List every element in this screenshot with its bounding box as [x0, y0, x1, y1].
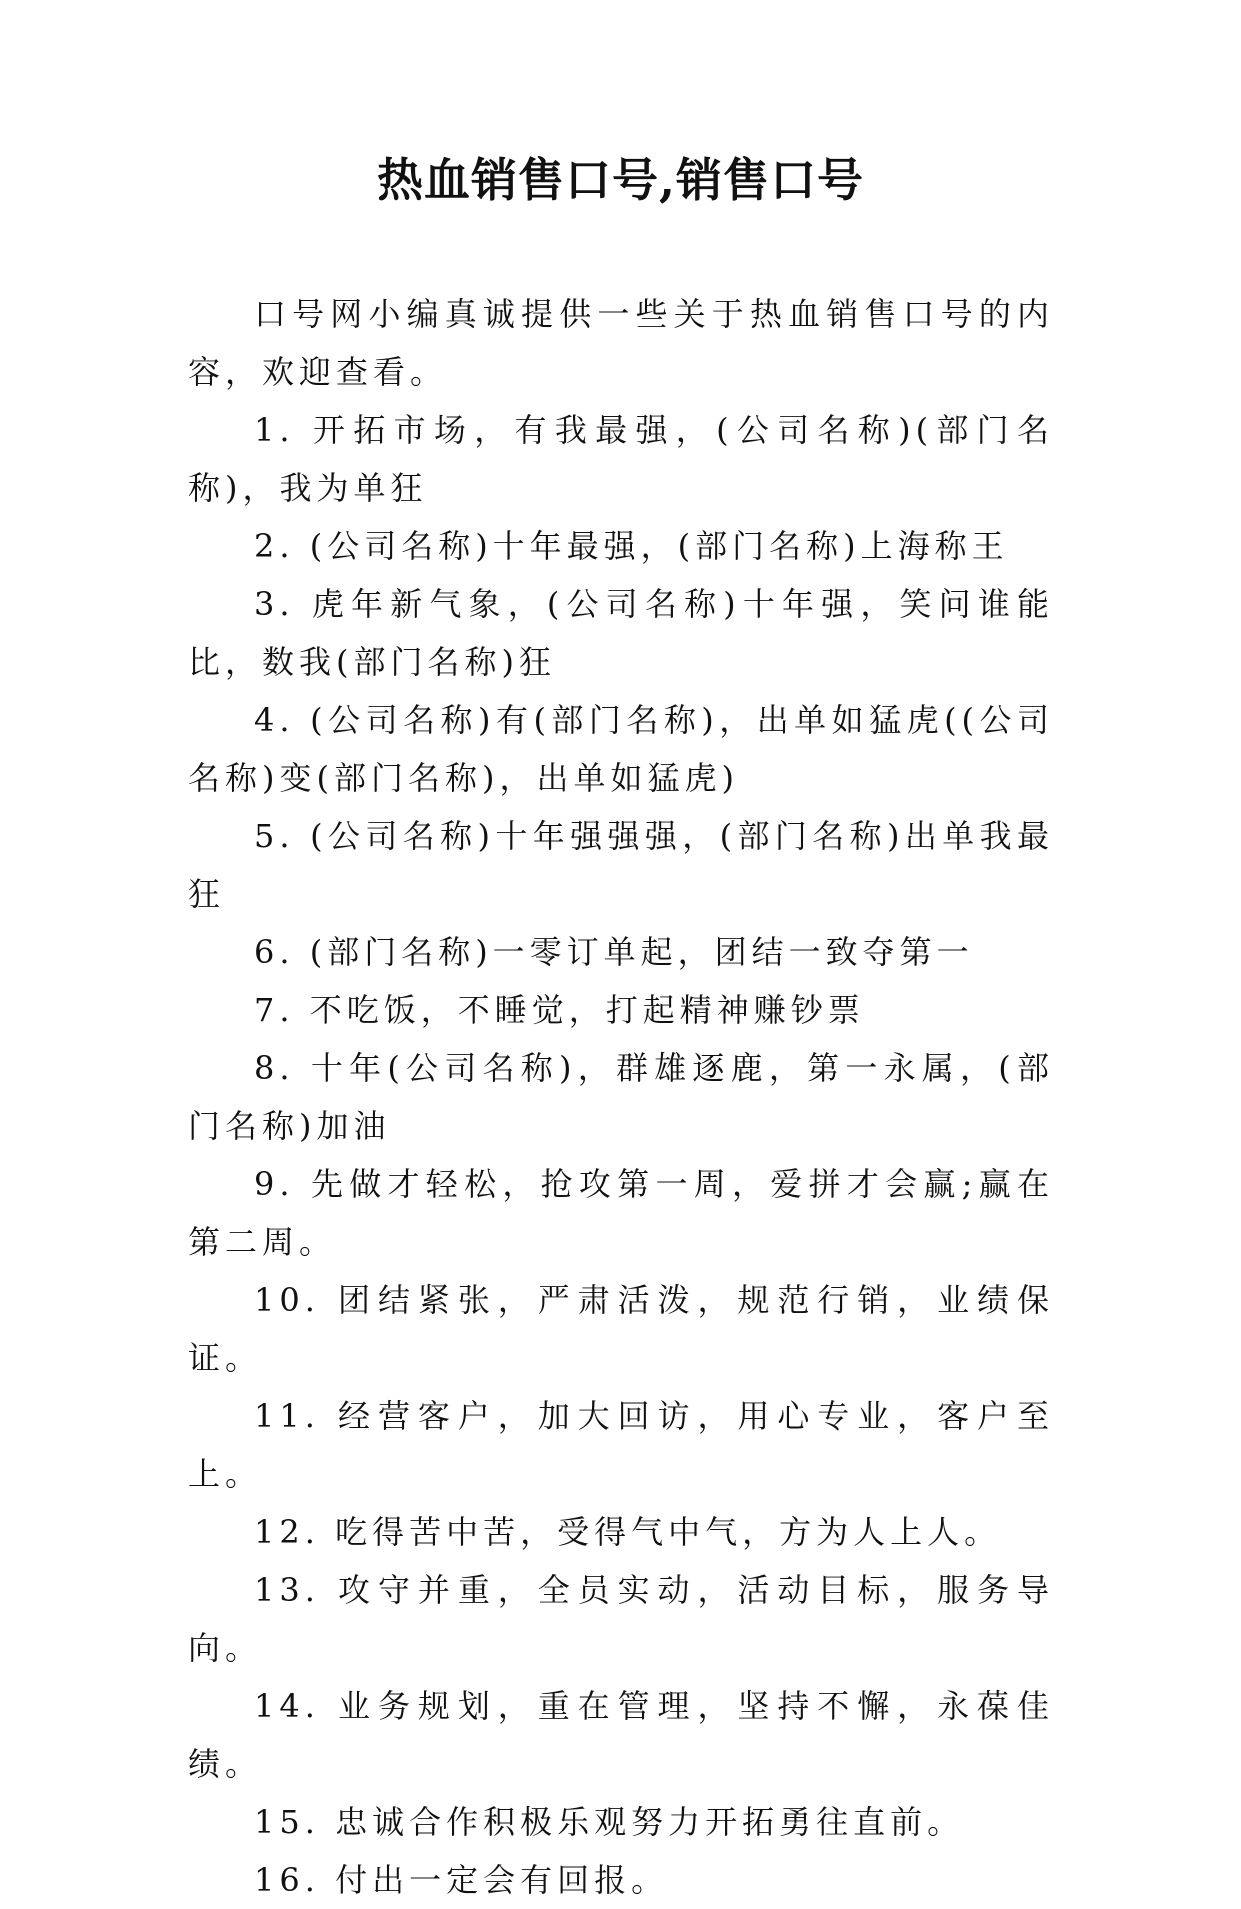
slogan-item-7: 7. 不吃饭，不睡觉，打起精神赚钞票: [254, 991, 865, 1029]
slogan-item-10: 10. 团结紧张，严肃活泼，规范行销，业绩保证。: [188, 1281, 1054, 1377]
slogan-item-4: 4. (公司名称)有(部门名称)，出单如猛虎((公司名称)变(部门名称)，出单如猛虎): [188, 701, 1054, 797]
document-title: 热血销售口号,销售口号: [376, 153, 864, 207]
slogan-item-6: 6. (部门名称)一零订单起，团结一致夺第一: [254, 933, 974, 971]
slogan-item-13: 13. 攻守并重，全员实动，活动目标，服务导向。: [188, 1571, 1054, 1667]
slogan-item-8: 8. 十年(公司名称)，群雄逐鹿，第一永属，(部门名称)加油: [188, 1049, 1054, 1145]
slogan-item-2: 2. (公司名称)十年最强，(部门名称)上海称王: [254, 527, 1009, 565]
intro-paragraph: 口号网小编真诚提供一些关于热血销售口号的内容，欢迎查看。: [188, 295, 1054, 391]
slogan-item-9: 9. 先做才轻松，抢攻第一周，爱拼才会赢;赢在第二周。: [188, 1165, 1054, 1261]
slogan-item-11: 11. 经营客户，加大回访，用心专业，客户至上。: [188, 1397, 1054, 1493]
slogan-item-14: 14. 业务规划，重在管理，坚持不懈，永葆佳绩。: [188, 1687, 1054, 1783]
slogan-item-5: 5. (公司名称)十年强强强，(部门名称)出单我最狂: [188, 817, 1054, 913]
document-body: [188, 285, 1054, 1909]
slogan-item-15: 15. 忠诚合作积极乐观努力开拓勇往直前。: [254, 1803, 965, 1841]
slogan-item-3: 3. 虎年新气象，(公司名称)十年强，笑问谁能比，数我(部门名称)狂: [188, 585, 1054, 681]
slogan-item-16: 16. 付出一定会有回报。: [254, 1861, 669, 1899]
slogan-item-1: 1. 开拓市场，有我最强，(公司名称)(部门名称)，我为单狂: [188, 411, 1054, 507]
slogan-item-12: 12. 吃得苦中苦，受得气中气，方为人上人。: [254, 1513, 1002, 1551]
